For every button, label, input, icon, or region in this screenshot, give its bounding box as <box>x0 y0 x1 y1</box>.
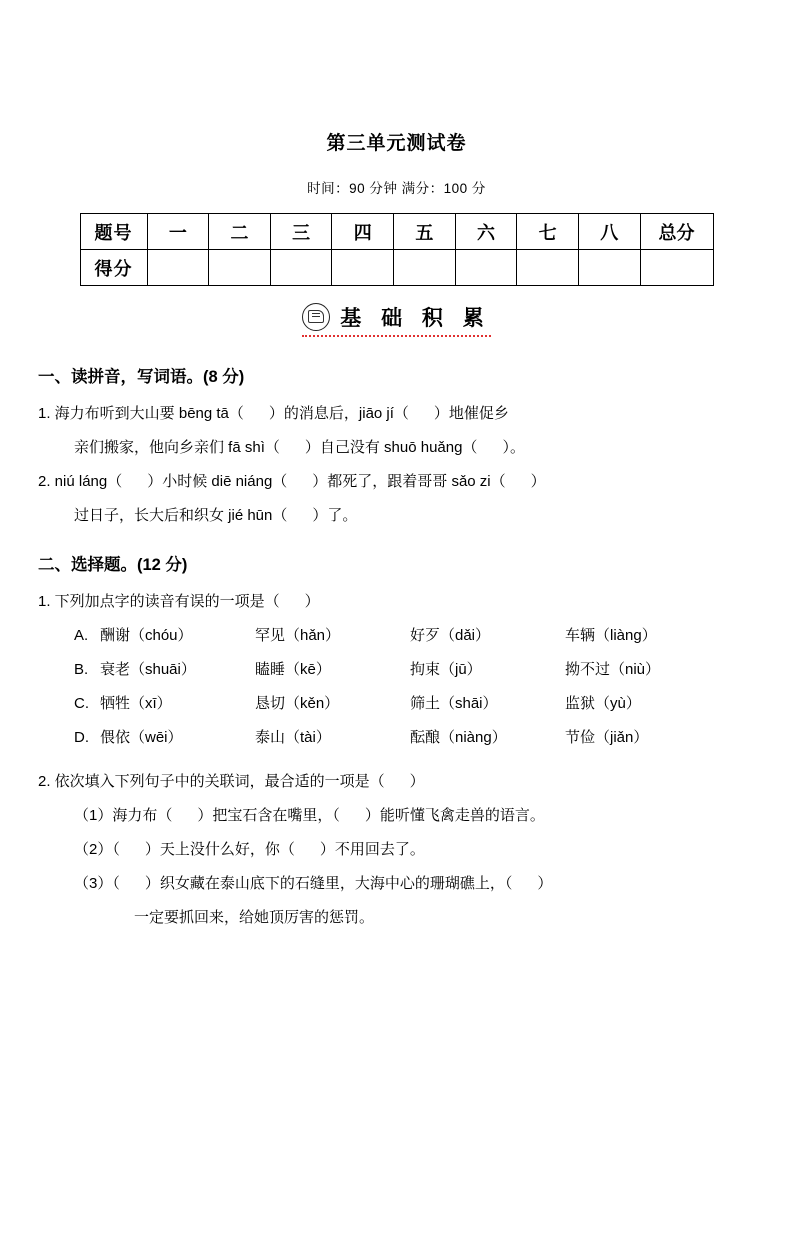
option-a-item-1: 酬谢（chóu） <box>100 627 193 644</box>
question-1-line-1: 1. 海力布听到大山要 bēng tā（ ）的消息后，jiāo jí（ ）地催促乡 <box>38 405 509 422</box>
option-label-a: A. <box>74 627 89 644</box>
score-table-col-3: 三 <box>270 214 332 250</box>
score-table-col-total: 总分 <box>640 214 713 250</box>
option-row-a[interactable] <box>38 619 755 653</box>
question-1-line-2: 亲们搬家，他向乡亲们 fā shì（ ）自己没有 shuō huǎng（ ）。 <box>74 439 525 456</box>
score-table-wrapper <box>80 213 714 286</box>
page-title: 第三单元测试卷 <box>326 133 467 154</box>
score-cell-1[interactable] <box>147 250 209 286</box>
score-cell-3[interactable] <box>270 250 332 286</box>
option-a-item-2: 罕见（hǎn） <box>255 627 341 644</box>
score-cell-4[interactable] <box>332 250 394 286</box>
question-1-line-3: 2. niú láng（ ）小时候 diē niáng（ ）都死了，跟着哥哥 sǎo zi（ ） <box>38 473 546 490</box>
option-label-b: B. <box>74 661 89 678</box>
exam-content <box>38 337 755 935</box>
question-2-2-line-1: （1）海力布（ ）把宝石含在嘴里，（ ）能听懂飞禽走兽的语言。 <box>74 807 545 824</box>
score-cell-8[interactable] <box>578 250 640 286</box>
question-heading-1: 一、读拼音，写词语。(8 分) <box>38 368 245 386</box>
table-row-question-numbers <box>80 214 713 250</box>
book-icon <box>302 303 330 331</box>
question-2-1-stem: 1. 下列加点字的读音有误的一项是（ ） <box>38 593 320 610</box>
option-b-item-4: 拗不过（niù） <box>565 661 661 678</box>
question-2-2-stem: 2. 依次填入下列句子中的关联词，最合适的一项是（ ） <box>38 773 425 790</box>
option-b-item-3: 拘束（jū） <box>410 661 482 678</box>
score-table-col-6: 六 <box>455 214 517 250</box>
question-2-2-line-3: （3）（ ）织女藏在泰山底下的石缝里，大海中心的珊瑚礁上，（ ） <box>74 875 553 892</box>
score-cell-6[interactable] <box>455 250 517 286</box>
option-c-item-3: 筛土（shāi） <box>410 695 498 712</box>
score-table-row-label-1: 题号 <box>80 214 147 250</box>
section-banner-inner <box>302 302 491 337</box>
score-cell-5[interactable] <box>394 250 456 286</box>
score-table-col-8: 八 <box>578 214 640 250</box>
option-row-d[interactable] <box>38 721 755 755</box>
score-cell-7[interactable] <box>517 250 579 286</box>
score-table-col-5: 五 <box>394 214 456 250</box>
option-c-item-1: 牺牲（xī） <box>100 695 172 712</box>
option-d-item-1: 偎依（wēi） <box>100 729 183 746</box>
exam-meta: 时间：90 分钟 满分：100 分 <box>307 181 486 196</box>
option-d-item-4: 节俭（jiǎn） <box>565 729 649 746</box>
option-d-item-3: 酝酿（niàng） <box>410 729 507 746</box>
table-row-scores <box>80 250 713 286</box>
option-row-c[interactable] <box>38 687 755 721</box>
score-table-col-2: 二 <box>209 214 271 250</box>
section-banner-label: 基 础 积 累 <box>340 307 491 330</box>
question-2-2-line-2: （2）（ ）天上没什么好，你（ ）不用回去了。 <box>74 841 425 858</box>
option-b-item-1: 衰老（shuāi） <box>100 661 196 678</box>
option-label-c: C. <box>74 695 89 712</box>
option-b-item-2: 瞌睡（kē） <box>255 661 331 678</box>
question-heading-2: 二、选择题。(12 分) <box>38 556 188 574</box>
exam-page <box>0 128 793 1250</box>
score-table-col-4: 四 <box>332 214 394 250</box>
score-table-col-7: 七 <box>517 214 579 250</box>
question-2-2-line-4: 一定要抓回来，给她顶厉害的惩罚。 <box>134 909 375 926</box>
question-1-line-4: 过日子，长大后和织女 jié hūn（ ）了。 <box>74 507 358 524</box>
score-table <box>80 213 714 286</box>
option-a-item-4: 车辆（liàng） <box>565 627 657 644</box>
option-label-d: D. <box>74 729 89 746</box>
option-row-b[interactable] <box>38 653 755 687</box>
option-d-item-2: 泰山（tài） <box>255 729 331 746</box>
option-c-item-4: 监狱（yù） <box>565 695 641 712</box>
score-table-row-label-2: 得分 <box>80 250 147 286</box>
section-banner <box>0 302 793 337</box>
option-a-item-3: 好歹（dǎi） <box>410 627 491 644</box>
option-c-item-2: 恳切（kěn） <box>255 695 340 712</box>
score-cell-2[interactable] <box>209 250 271 286</box>
score-table-col-1: 一 <box>147 214 209 250</box>
score-cell-total[interactable] <box>640 250 713 286</box>
